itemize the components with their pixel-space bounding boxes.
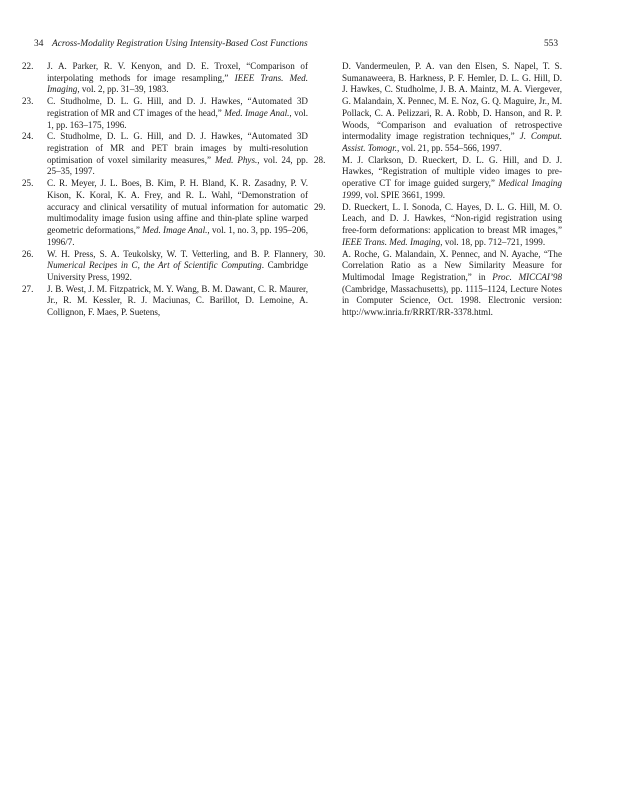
reference-details: , vol. 1, no. 3, pp. 195–206, 1996/7.: [47, 225, 308, 247]
reference-venue: IEEE Trans. Med. Imaging: [47, 72, 308, 95]
reference-number: 26.: [22, 248, 34, 259]
reference-24: [22, 131, 308, 178]
references-left-column: [22, 61, 308, 319]
reference-number: 23.: [22, 96, 34, 107]
reference-22: [22, 61, 308, 96]
reference-text: A. Roche, G. Malandain, X. Pennec, and N. Ayache, “The Correlation Ratio as a New Similarity Measure for Multimodal Image Registration,” in: [342, 248, 562, 282]
reference-text: C. Studholme, D. L. G. Hill, and D. J. Hawkes, “Automated 3D registration of MR and PET brain images by multi-resolution optimisation of voxel similarity measures,”: [47, 131, 308, 165]
reference-details: , vol. 18, pp. 712–721, 1999.: [440, 236, 546, 247]
reference-details: , vol. 21, pp. 554–566, 1997.: [397, 143, 502, 154]
reference-venue: J. Comput. Assist. Tomogr.: [342, 131, 562, 154]
reference-venue: Proc. MICCAI’98: [492, 271, 563, 282]
reference-29: [314, 202, 562, 249]
reference-details: , vol. 2, pp. 31–39, 1983.: [77, 84, 169, 95]
chapter-number: 34: [34, 39, 44, 49]
reference-venue: IEEE Trans. Med. Imaging: [342, 236, 441, 247]
reference-venue: Med. Image Anal.: [224, 107, 290, 118]
reference-text: M. J. Clarkson, D. Rueckert, D. L. G. Hill, and D. J. Hawkes, “Registration of multiple video images to pre-operative CT for image guided surgery,”: [342, 154, 562, 189]
reference-text: W. H. Press, S. A. Teukolsky, W. T. Vetterling, and B. P. Flannery,: [47, 248, 308, 259]
reference-27-continued: [314, 61, 562, 155]
reference-venue: Med. Image Anal.: [142, 225, 208, 236]
reference-details: , vol. 24, pp. 25–35, 1997.: [47, 154, 308, 177]
reference-venue: Med. Phys.: [214, 154, 258, 165]
reference-number: 22.: [22, 61, 34, 71]
reference-text: J. A. Parker, R. V. Kenyon, and D. E. Troxel, “Comparison of interpolating methods for image resampling,”: [47, 61, 308, 83]
reference-number: 24.: [22, 131, 34, 142]
reference-text: J. B. West, J. M. Fitzpatrick, M. Y. Wang, B. M. Dawant, C. R. Maurer, Jr., R. M. Kessler, R. J. Maciunas, C. Barillot, D. Lemoine, A. Collignon, F. Maes, P. Suetens,: [47, 283, 308, 318]
reference-text: D. Vandermeulen, P. A. van den Elsen, S. Napel, T. S. Sumanaweera, B. Harkness, P. F. Hemler, D. L. G. Hill, D. J. Hawkes, C. Studholme, J. B. A. Maintz, M. A. Viergever, G. Malandain, X. Pennec, M. E. Noz, G. Q. Maguire, Jr., M. Pollack, C. A. Pelizzari, R. A. Robb, D. Hanson, and R. P. Woods, “Comparison and evaluation of retrospective intermodality image registration techniques,”: [342, 61, 562, 142]
page-number: 553: [543, 39, 558, 49]
reference-details: (Cambridge, Massachusetts), pp. 1115–1124, Lecture Notes in Computer Science, Oct. 1998. Electronic version: http://www.inria.fr/RRRT/RR-3378.html.: [342, 283, 562, 318]
references-right-column: [314, 61, 562, 319]
reference-number: 25.: [22, 178, 34, 189]
reference-number: 28.: [314, 154, 326, 165]
reference-number: 29.: [314, 201, 326, 212]
reference-27: [22, 284, 308, 319]
reference-text: C. Studholme, D. L. G. Hill, and D. J. Hawkes, “Automated 3D registration of MR and CT images of the head,”: [47, 96, 308, 118]
chapter-title: Across-Modality Registration Using Intensity-Based Cost Functions: [52, 39, 308, 49]
reference-26: [22, 249, 308, 284]
reference-venue: Medical Imaging 1999: [342, 178, 562, 200]
reference-25: [22, 178, 308, 248]
reference-number: 27.: [22, 283, 34, 294]
reference-28: [314, 155, 562, 202]
reference-details: . Cambridge University Press, 1992.: [47, 260, 308, 282]
reference-23: [22, 96, 308, 131]
reference-30: [314, 249, 562, 319]
reference-venue: Numerical Recipes in C, the Art of Scientific Computing: [47, 260, 262, 271]
reference-text: D. Rueckert, L. I. Sonoda, C. Hayes, D. L. G. Hill, M. O. Leach, and D. J. Hawkes, “Non-rigid registration using free-form deformations: application to breast MR images,”: [342, 201, 562, 236]
reference-text: C. R. Meyer, J. L. Boes, B. Kim, P. H. Bland, K. R. Zasadny, P. V. Kison, K. Koral, K. A. Frey, and R. L. Wahl, “Demonstration of accuracy and clinical versatility of mutual information for automatic multimodality image fusion using affine and thin-plate spline warped geometric deformations,”: [47, 178, 308, 236]
reference-number: 30.: [314, 248, 326, 259]
reference-details: , vol. SPIE 3661, 1999.: [360, 189, 446, 200]
reference-details: , vol. 1, pp. 163–175, 1996.: [47, 107, 308, 130]
